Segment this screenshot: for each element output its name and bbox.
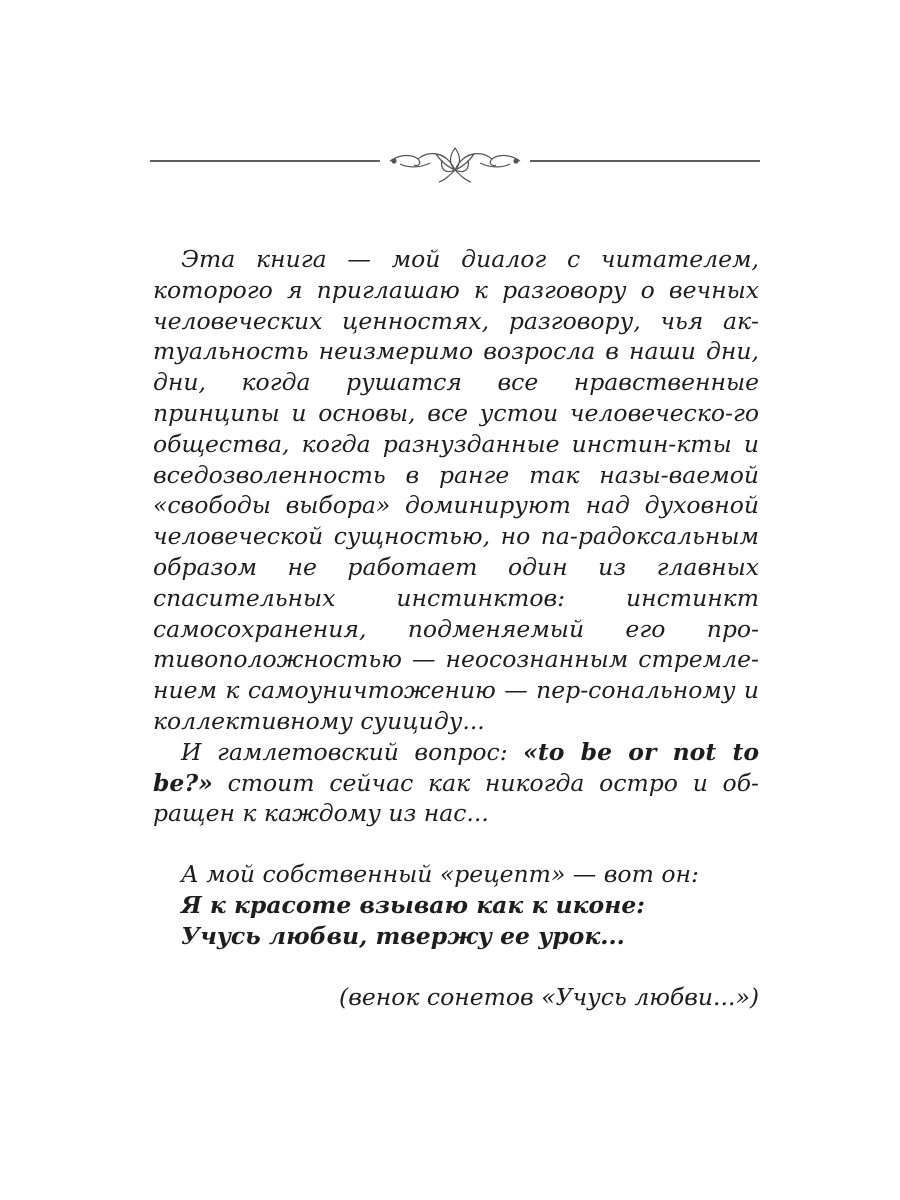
quote-source: (венок сонетов «Учусь любви...») xyxy=(339,982,759,1011)
quote-line-2: Учусь любви, твержу ее урок... xyxy=(181,921,625,950)
paragraph-hamlet xyxy=(153,737,759,829)
text-block xyxy=(153,244,759,1012)
header-ornament xyxy=(150,140,760,184)
paragraph-hamlet-start: И гамлетовский вопрос: xyxy=(181,737,524,766)
paragraph-hamlet-end: стоит сейчас как никогда остро и об-ращен к каждому из нас... xyxy=(153,768,759,828)
quote-line-1: Я к красоте взываю как к иконе: xyxy=(181,890,645,919)
poem-quote xyxy=(153,859,759,951)
floral-divider-icon xyxy=(150,140,760,184)
paragraph-intro: Эта книга — мой диалог с читателем, которого я приглашаю к разговору о вечных человеческих ценностях, разговору, чья ак-туальность неизмеримо возросла в наши дни, дни, когда рушатся все нравственные принципы и основы, все устои человеческо-го общества, когда разнузданные инстин-кты и вседозволенность в ранге так назы-ваемой «свободы выбора» доминируют над духовной человеческой сущностью, но па-радоксальным образом не работает один из главных спасительных инстинктов: инстинкт самосохранения, подменяемый его противоположностью — неосознанным стремлением к самоуничтожению — пер-сональному и коллективному суициду... xyxy=(153,245,759,735)
quote-intro: А мой собственный «рецепт» — вот он: xyxy=(181,860,699,889)
hamlet-quote: «to be or not to be?» xyxy=(153,737,759,797)
